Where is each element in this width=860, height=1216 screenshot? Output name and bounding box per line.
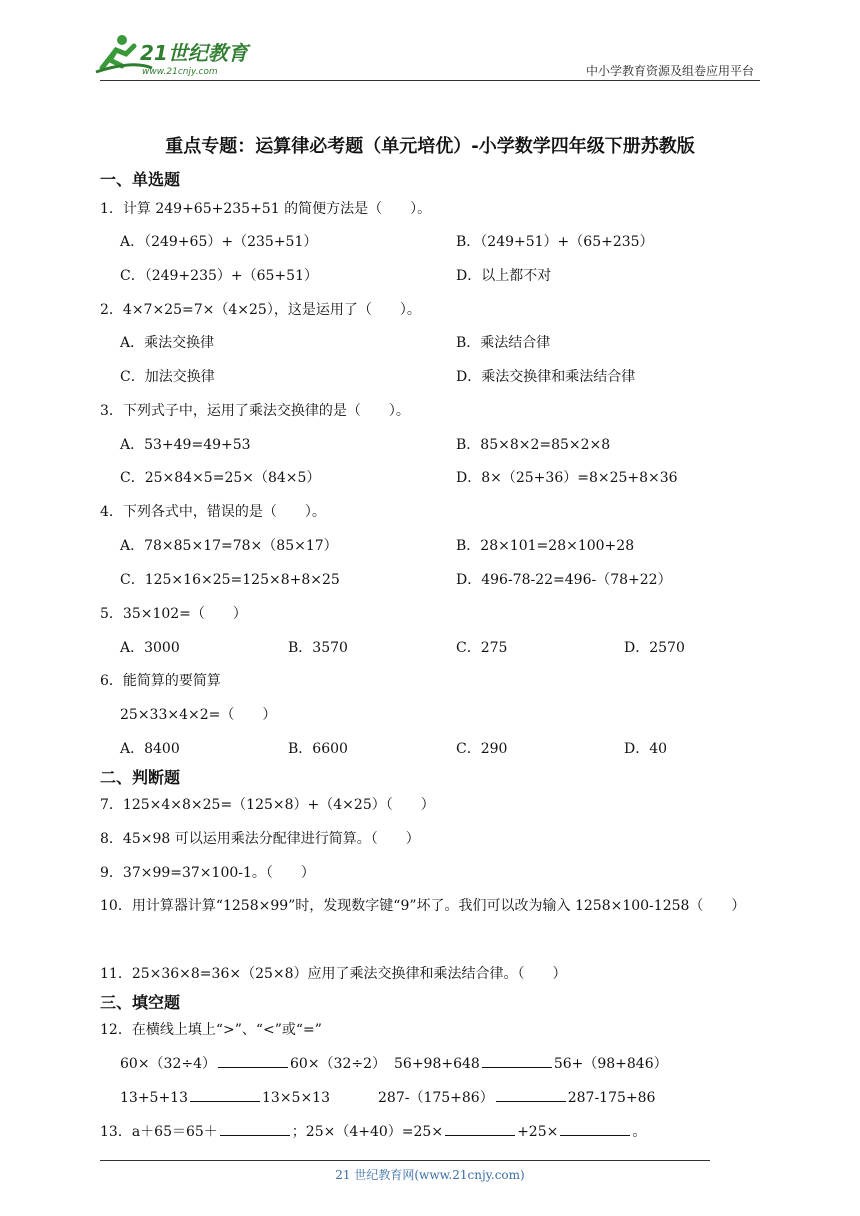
option-4c: C．125×16×25=125×8+8×25 bbox=[120, 572, 340, 588]
option-3b: B．85×8×2=85×2×8 bbox=[456, 437, 611, 453]
option-2b: B．乘法结合律 bbox=[456, 335, 551, 351]
option-5a: A．3000 bbox=[120, 640, 180, 656]
section-heading-fill-blank: 三、填空题 bbox=[100, 993, 181, 1012]
answer-blank[interactable] bbox=[482, 1053, 552, 1068]
question-3: 3．下列式子中，运用了乘法交换律的是（ ）。 bbox=[100, 403, 410, 419]
question-2: 2．4×7×25=7×（4×25），这是运用了（ ）。 bbox=[100, 302, 421, 318]
question-9: 9．37×99=37×100-1。（ ） bbox=[100, 865, 315, 881]
option-3d: D．8×（25+36）=8×25+8×36 bbox=[456, 470, 678, 486]
option-3c: C．25×84×5=25×（84×5） bbox=[120, 470, 321, 486]
compare-row1-right: 56+98+648 56+（98+846） bbox=[394, 1053, 668, 1073]
question-11: 11．25×36×8=36×（25×8）应用了乘法交换律和乘法结合律。（ ） bbox=[100, 966, 567, 982]
option-3a: A．53+49=49+53 bbox=[120, 437, 251, 453]
question-13: 13．a＋65＝65＋ ；25×（4+40）=25× +25× 。 bbox=[100, 1121, 646, 1141]
question-6: 6．能简算的要简算 bbox=[100, 673, 221, 689]
answer-blank[interactable] bbox=[560, 1121, 630, 1136]
option-4a: A．78×85×17=78×（85×17） bbox=[120, 538, 338, 554]
page-title: 重点专题：运算律必考题（单元培优）-小学数学四年级下册苏教版 bbox=[165, 136, 695, 157]
platform-label: 中小学教育资源及组卷应用平台 bbox=[585, 64, 754, 78]
answer-blank[interactable] bbox=[496, 1087, 566, 1102]
option-1a: A．（249+65）+（235+51） bbox=[120, 234, 318, 250]
option-5d: D．2570 bbox=[624, 640, 685, 656]
option-6b: B．6600 bbox=[288, 741, 348, 757]
logo bbox=[92, 30, 262, 78]
option-2c: C．加法交换律 bbox=[120, 369, 215, 385]
compare-row1-left: 60×（32÷4） 60×（32÷2） bbox=[120, 1053, 386, 1073]
option-6d: D．40 bbox=[624, 741, 668, 757]
svg-text:www.21cnjy.com: www.21cnjy.com bbox=[142, 67, 218, 77]
svg-text:21世纪教育: 21世纪教育 bbox=[140, 41, 248, 65]
compare-row2-left: 13+5+13 13×5×13 bbox=[120, 1087, 330, 1106]
option-4b: B．28×101=28×100+28 bbox=[456, 538, 635, 554]
question-12: 12．在横线上填上“>”、“<”或“=” bbox=[100, 1022, 322, 1038]
option-1b: B．（249+51）+（65+235） bbox=[456, 234, 654, 250]
option-6a: A．8400 bbox=[120, 741, 180, 757]
question-1: 1．计算 249+65+235+51 的简便方法是（ ）。 bbox=[100, 201, 432, 217]
question-10: 10．用计算器计算“1258×99”时，发现数字键“9”坏了。我们可以改为输入 1258×100-1258（ ） bbox=[100, 898, 746, 914]
option-5c: C．275 bbox=[456, 640, 508, 656]
question-7: 7．125×4×8×25=（125×8）+（4×25）（ ） bbox=[100, 797, 435, 813]
header-divider bbox=[100, 80, 760, 81]
answer-blank[interactable] bbox=[220, 1121, 290, 1136]
option-5b: B．3570 bbox=[288, 640, 348, 656]
option-2a: A．乘法交换律 bbox=[120, 335, 215, 351]
answer-blank[interactable] bbox=[218, 1053, 288, 1068]
option-4d: D．496-78-22=496-（78+22） bbox=[456, 572, 672, 588]
section-heading-single-choice: 一、单选题 bbox=[100, 170, 181, 189]
runner-logo-icon bbox=[92, 30, 262, 78]
answer-blank[interactable] bbox=[445, 1121, 515, 1136]
option-1d: D．以上都不对 bbox=[456, 268, 552, 284]
answer-blank[interactable] bbox=[190, 1087, 260, 1102]
footer-divider bbox=[100, 1160, 710, 1161]
question-6-expression: 25×33×4×2=（ ） bbox=[120, 707, 277, 723]
section-heading-true-false: 二、判断题 bbox=[100, 768, 181, 787]
compare-row2-right: 287-（175+86） 287-175+86 bbox=[378, 1087, 655, 1107]
question-8: 8．45×98 可以运用乘法分配律进行简算。（ ） bbox=[100, 831, 420, 847]
option-1c: C．（249+235）+（65+51） bbox=[120, 268, 318, 284]
question-5: 5．35×102=（ ） bbox=[100, 606, 247, 622]
option-6c: C．290 bbox=[456, 741, 508, 757]
footer-text: 21 世纪教育网(www.21cnjy.com) bbox=[335, 1168, 525, 1182]
option-2d: D．乘法交换律和乘法结合律 bbox=[456, 369, 636, 385]
question-4: 4．下列各式中，错误的是（ ）。 bbox=[100, 504, 326, 520]
